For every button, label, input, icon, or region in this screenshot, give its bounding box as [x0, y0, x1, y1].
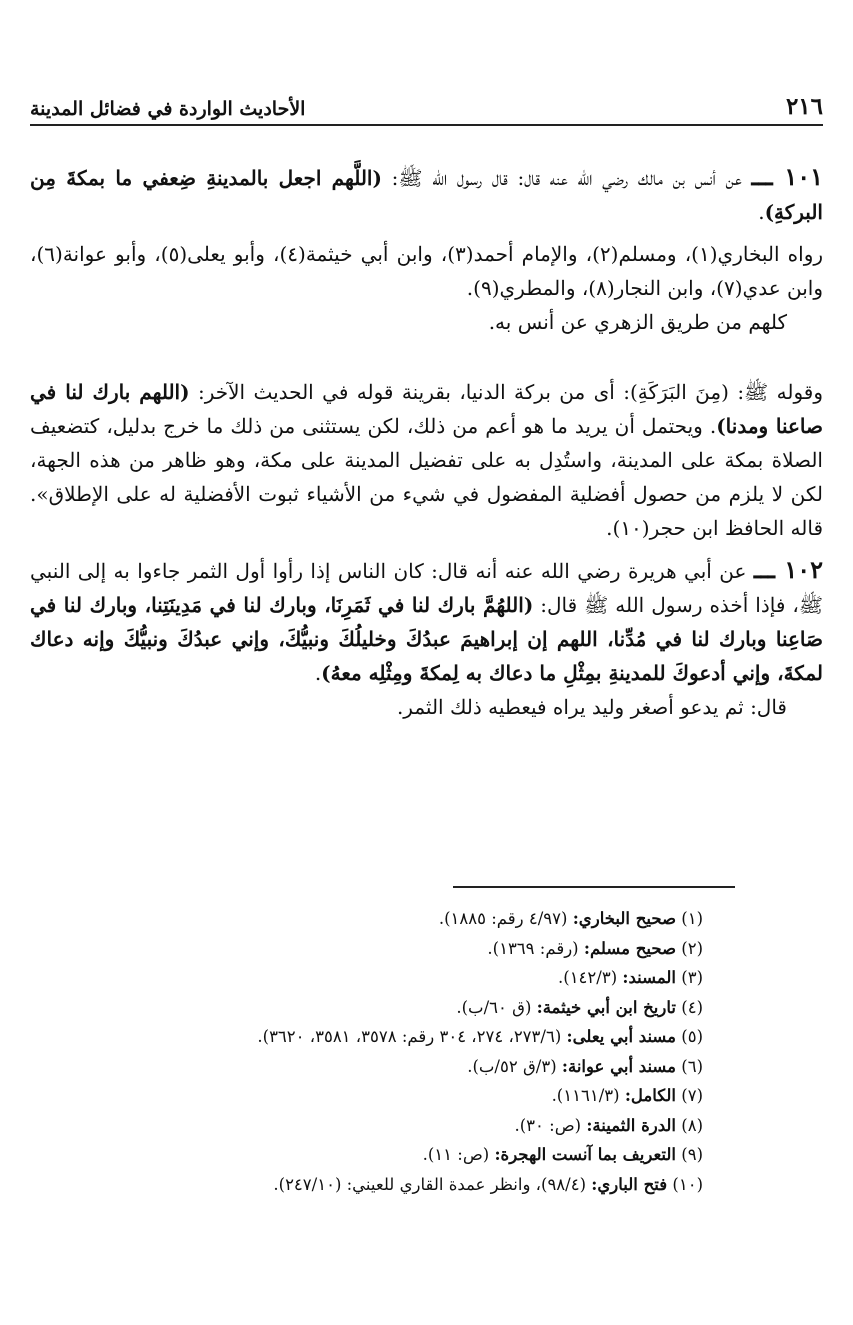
takhrij-note: كلهم من طريق الزهري عن أنس به.	[488, 310, 787, 334]
footnote: (٣) المسند: (١٤٢/٣).	[558, 968, 703, 987]
page-number: ٢١٦	[785, 93, 823, 120]
page-header	[30, 86, 823, 126]
hadith-text-end: .	[758, 200, 765, 224]
commentary-part-1: وقوله ﷺ: (مِنَ البَرَكَةِ): أى من بركة الدنيا، بقرينة قوله في الحديث الآخر:	[189, 380, 823, 404]
running-title: الأحاديث الواردة في فضائل المدينة	[30, 98, 306, 120]
main-text	[30, 160, 823, 724]
footnote: (٧) الكامل: (١١٦١/٣).	[551, 1086, 703, 1105]
hadith-number: ١٠٢ ـــ	[753, 555, 823, 584]
footnote: (٥) مسند أبي يعلى: (٢٧٣/٦، ٢٧٤، ٣٠٤ رقم: ٣٥٧٨، ٣٥٨١، ٣٦٢٠).	[257, 1027, 703, 1046]
footnote: (٦) مسند أبي عوانة: (٣/ق ٥٢/ب).	[467, 1056, 703, 1076]
hadith-closing: قال: ثم يدعو أصغر وليد يراه فيعطيه ذلك الثمر.	[396, 695, 787, 719]
commentary-part-2: . ويحتمل أن يريد ما هو أعم من ذلك، لكن يستثنى من ذلك ما خرج بدليل، كتضعيف الصلاة بمكة على المدينة، واستُدِل به على تفضيل المدينة على مكة، وهو ظاهر من هذه الجهة، لكن لا يلزم من حصول أفضلية المفضول في شيء من الأشياء ثبوت الأفضلية له على الإطلاق». قاله الحافظ ابن حجر(١٠).	[30, 414, 823, 540]
hadith-intro: عن أبي هريرة رضي الله عنه أنه قال: كان الناس إذا رأوا أول الثمر جاءوا به إلى النبي ﷺ، فإذا أخذه رسول الله ﷺ قال:	[30, 559, 823, 617]
footnote: (٤) تاريخ ابن أبي خيثمة: (ق ٦٠/ب).	[456, 997, 703, 1017]
takhrij-paragraph: رواه البخاري(١)، ومسلم(٢)، والإمام أحمد(٣)، وابن أبي خيثمة(٤)، وأبو يعلى(٥)، وأبو عوانة(٦)، وابن عدي(٧)، وابن النجار(٨)، والمطري(٩).	[30, 242, 824, 300]
hadith-102	[30, 553, 823, 690]
footnote: (١) صحيح البخاري: (٤/٩٧ رقم: ١٨٨٥).	[438, 909, 703, 928]
hadith-text-end: .	[314, 661, 322, 685]
hadith-text: (اللهُمَّ بارك لنا في ثَمَرِنَا، وبارك لنا في مَدِينَتِنا، وبارك لنا في صَاعِنا وبارك لنا في مُدِّنا، اللهم إن إبراهيمَ عبدُكَ وخليلُكَ ونبيُّكَ، وإني عبدُكَ ونبيُّكَ وإنه دعاك لمكةَ، وإني أدعوكَ للمدينةِ بمِثْلِ ما دعاك به لِمكةَ ومِثْلِه معهُ)	[30, 593, 823, 685]
footnote: (٩) التعريف بما آنست الهجرة: (ص: ١١).	[422, 1145, 703, 1164]
footnote: (٢) صحيح مسلم: (رقم: ١٣٦٩).	[487, 938, 703, 958]
commentary-quote: (اللهم بارك لنا في صاعنا ومدنا)	[30, 380, 824, 438]
footnote-separator	[453, 886, 735, 888]
hadith-intro: عن أنس بن مالك رضي الله عنه قال: قال رسول الله ﷺ:	[381, 166, 752, 190]
footnote: (٨) الدرة الثمينة: (ص: ٣٠).	[514, 1115, 703, 1135]
commentary-paragraph	[30, 375, 823, 545]
hadith-number: ١٠١ ـــ	[751, 162, 823, 191]
footnotes	[60, 904, 703, 1199]
footnote: (١٠) فتح الباري: (٩٨/٤)، وانظر عمدة القاري للعيني: (٢٤٧/١٠).	[273, 1174, 703, 1194]
hadith-101	[30, 160, 823, 229]
hadith-text: (اللَّهم اجعل بالمدينةِ ضِعفي ما بمكةَ مِن البركةِ)	[30, 166, 823, 224]
